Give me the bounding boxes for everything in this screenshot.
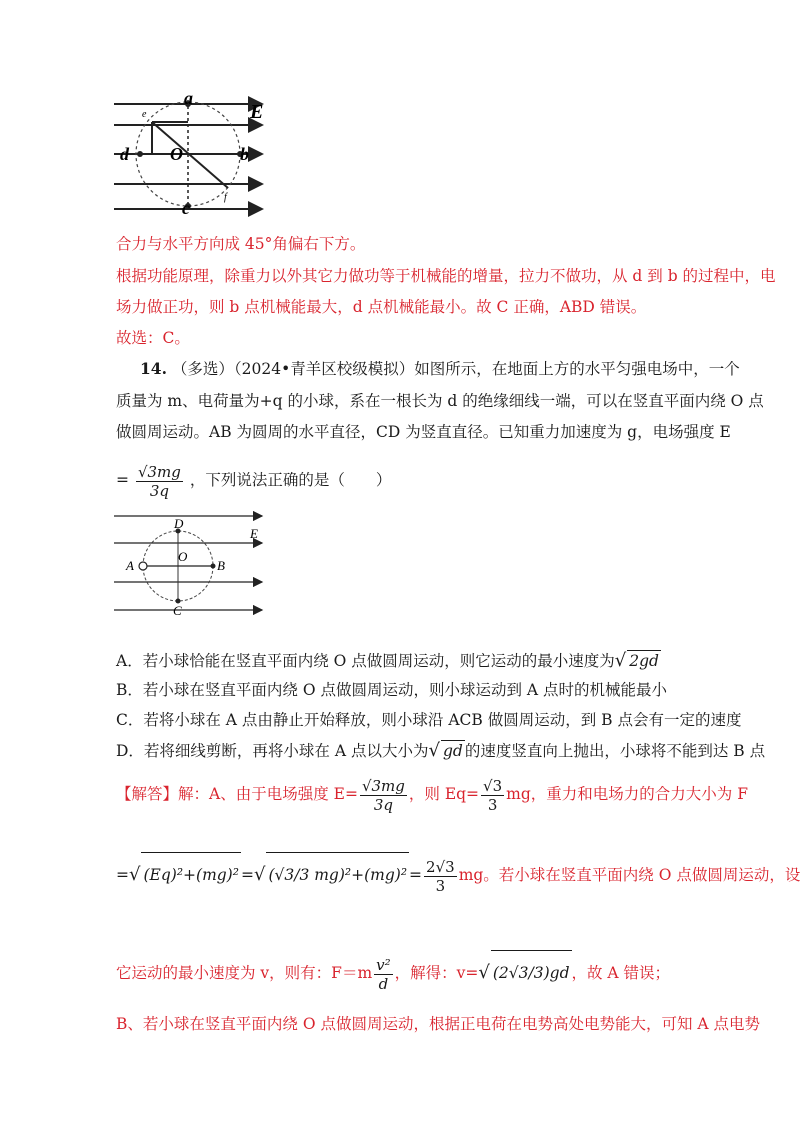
answer-line-3: 它运动的最小速度为 v，则有：F＝m $\frac{\text{v²}}{d}$ ，解得：v=√ (2√3/3)gd ，故 A 错误； — [116, 950, 670, 995]
option-B: B．若小球在竖直平面内绕 O 点做圆周运动，则小球运动到 A 点时的机械能最小 — [116, 681, 668, 699]
answer-tag: 【解答】 — [116, 785, 179, 803]
field-strength-fraction: $\frac{√3mg}{3q}$ — [137, 462, 181, 500]
option-A: A．若小球恰能在竖直平面内绕 O 点做圆周运动，则它运动的最小速度为√ 2gd — [116, 650, 659, 671]
question-14-line-3: 做圆周运动。AB 为圆周的水平直径，CD 为竖直直径。已知重力加速度为 g，电场强度 E — [116, 423, 731, 441]
answer-line-2: =√ (Eq)²+(mg)² =√ (√3/3 mg)²+(mg)² = $\frac{2√3}{3}$ mg。若小球在竖直平面内绕 O 点做圆周运动，设 — [116, 852, 800, 897]
answer-line-1: 【解答】解：A、由于电场强度 E= $\frac{√3mg}{3q}$ ，则 Eq= $\frac{√3}{3}$ mg，重力和电场力的合力大小为 F — [116, 776, 748, 814]
label-D: D — [174, 516, 184, 531]
prev-solution-line-1: 合力与水平方向成 45°角偏右下方。 — [116, 235, 366, 253]
label-a: a — [184, 92, 193, 108]
label-d: d — [120, 144, 129, 164]
label-c: c — [182, 198, 190, 218]
option-C: C．若将小球在 A 点由静止开始释放，则小球沿 ACB 做圆周运动，到 B 点会有一定的速度 — [116, 711, 742, 729]
question-intro: （多选）（2024•青羊区校级模拟）如图所示，在地面上方的水平匀强电场中，一个 — [171, 360, 740, 378]
label-E: E — [250, 526, 258, 541]
label-O: O — [178, 549, 188, 564]
figure-field-circle-1 — [112, 92, 272, 218]
question-stem-tail: ，下列说法正确的是（ ） — [189, 471, 392, 489]
prev-solution-line-4: 故选：C。 — [116, 329, 190, 347]
prev-solution-line-3: 场力做正功，则 b 点机械能最大，d 点机械能最小。故 C 正确，ABD 错误。 — [116, 298, 647, 316]
label-E: E — [250, 101, 264, 123]
label-e: e — [142, 109, 147, 120]
option-D: D．若将细线剪断，再将小球在 A 点以大小为√ gd 的速度竖直向上抛出，小球将不能到达 B 点 — [116, 740, 766, 761]
question-14-line-2: 质量为 m、电荷量为+q 的小球，系在一根长为 d 的绝缘细线一端，可以在竖直平面内绕 O 点 — [116, 392, 764, 410]
label-f: f — [224, 192, 227, 203]
question-number: 14. — [140, 359, 167, 378]
figure-field-circle-2 — [112, 508, 272, 620]
prev-solution-line-2: 根据功能原理，除重力以外其它力做功等于机械能的增量，拉力不做功，从 d 到 b 的过程中，电 — [116, 267, 776, 285]
question-14-line-4: = $\frac{√3mg}{3q}$ ，下列说法正确的是（ ） — [116, 462, 392, 500]
label-b: b — [240, 144, 249, 164]
label-O: O — [170, 144, 183, 164]
question-14-line-1 — [140, 359, 740, 379]
label-A: A — [126, 558, 134, 573]
answer-line-4: B、若小球在竖直平面内绕 O 点做圆周运动，根据正电荷在电势高处电势能大，可知 A 点电势 — [116, 1015, 761, 1033]
label-B: B — [217, 558, 225, 573]
label-C: C — [173, 603, 182, 618]
